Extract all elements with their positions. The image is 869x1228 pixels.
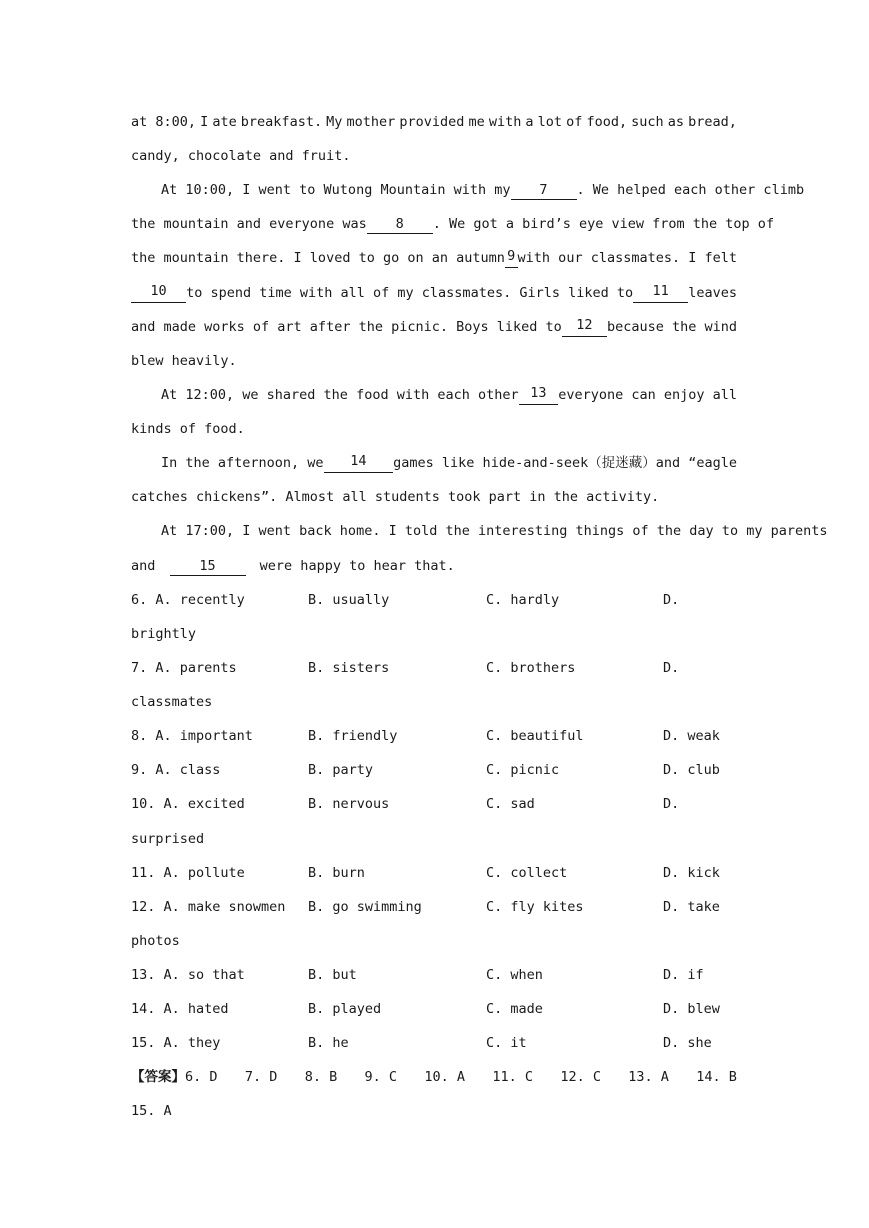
blank-15[interactable]: 15 [170, 558, 246, 576]
option-a[interactable]: 14. A. hated [131, 1001, 229, 1017]
option-d[interactable]: D. [663, 592, 680, 608]
passage-line: catches chickens”. Almost all students took part in the activity. [131, 489, 660, 505]
option-d[interactable]: D. [663, 660, 680, 676]
option-c[interactable]: C. when [486, 967, 543, 983]
passage-line: blew heavily. [131, 353, 237, 369]
option-d[interactable]: D. she [663, 1035, 712, 1051]
option-c[interactable]: C. fly kites [486, 899, 584, 915]
option-b[interactable]: B. nervous [308, 796, 390, 812]
option-a[interactable]: 8. A. important [131, 728, 253, 744]
passage-line: and made works of art after the picnic. Boys liked to 12 because the wind [131, 317, 737, 335]
option-d-wrap: brightly [131, 626, 197, 642]
option-b[interactable]: B. burn [308, 865, 365, 881]
answer-item: 10. A [424, 1069, 466, 1085]
blank-14[interactable]: 14 [324, 453, 394, 473]
passage-line: At 10:00, I went to Wutong Mountain with my 7 . We helped each other climb [161, 182, 805, 198]
option-c[interactable]: C. collect [486, 865, 568, 881]
answer-item: 15. A [131, 1103, 172, 1119]
option-b[interactable]: B. sisters [308, 660, 390, 676]
blank-10[interactable]: 10 [131, 283, 186, 303]
option-d-wrap: surprised [131, 831, 205, 847]
passage-line: at 8:00, I ate breakfast. My mother provided me with a lot of food, such as bread, [131, 114, 737, 130]
option-a[interactable]: 10. A. excited [131, 796, 245, 812]
answer-key [131, 1067, 737, 1087]
blank-12[interactable]: 12 [562, 317, 607, 337]
option-d[interactable]: D. [663, 796, 680, 812]
passage-line: and 15 were happy to hear that. [131, 558, 455, 574]
option-b[interactable]: B. usually [308, 592, 390, 608]
blank-11[interactable]: 11 [633, 283, 688, 303]
answer-item: 12. C [560, 1069, 601, 1085]
answer-item: 6. D [185, 1069, 218, 1085]
option-b[interactable]: B. friendly [308, 728, 398, 744]
option-a[interactable]: 11. A. pollute [131, 865, 245, 881]
option-a[interactable]: 15. A. they [131, 1035, 221, 1051]
option-d[interactable]: D. take [663, 899, 720, 915]
answer-item: 14. B [696, 1069, 737, 1085]
option-d[interactable]: D. blew [663, 1001, 720, 1017]
option-c[interactable]: C. hardly [486, 592, 560, 608]
passage-line: kinds of food. [131, 421, 245, 437]
option-d[interactable]: D. if [663, 967, 704, 983]
option-c[interactable]: C. brothers [486, 660, 576, 676]
option-b[interactable]: B. he [308, 1035, 349, 1051]
answer-item: 11. C [492, 1069, 533, 1085]
option-c[interactable]: C. it [486, 1035, 527, 1051]
passage-line: At 17:00, I went back home. I told the interesting things of the day to my parents [161, 523, 828, 539]
blank-7[interactable]: 7 [511, 182, 577, 200]
option-d[interactable]: D. weak [663, 728, 720, 744]
option-b[interactable]: B. party [308, 762, 374, 778]
answer-label: 【答案】 [131, 1069, 185, 1085]
option-b[interactable]: B. go swimming [308, 899, 422, 915]
option-d-wrap: photos [131, 933, 180, 949]
blank-9[interactable]: 9 [505, 248, 518, 268]
option-a[interactable]: 7. A. parents [131, 660, 237, 676]
answer-item: 7. D [244, 1069, 278, 1085]
passage-line: In the afternoon, we 14 games like hide-and-seek（捉迷藏）and “eagle [161, 453, 737, 471]
option-a[interactable]: 6. A. recently [131, 592, 245, 608]
option-b[interactable]: B. but [308, 967, 357, 983]
option-d[interactable]: D. club [663, 762, 720, 778]
option-b[interactable]: B. played [308, 1001, 382, 1017]
blank-8[interactable]: 8 [367, 216, 433, 234]
option-d[interactable]: D. kick [663, 865, 720, 881]
option-a[interactable]: 9. A. class [131, 762, 221, 778]
option-c[interactable]: C. picnic [486, 762, 560, 778]
option-d-wrap: classmates [131, 694, 213, 710]
option-c[interactable]: C. beautiful [486, 728, 584, 744]
passage-line: At 12:00, we shared the food with each other 13 everyone can enjoy all [161, 385, 737, 403]
option-c[interactable]: C. sad [486, 796, 535, 812]
blank-13[interactable]: 13 [519, 385, 559, 405]
passage-line: candy, chocolate and fruit. [131, 148, 351, 164]
answer-item: 9. C [364, 1069, 398, 1085]
option-a[interactable]: 13. A. so that [131, 967, 245, 983]
answer-item: 8. B [304, 1069, 338, 1085]
passage-line: 10 to spend time with all of my classmates. Girls liked to 11 leaves [131, 283, 737, 303]
option-c[interactable]: C. made [486, 1001, 543, 1017]
option-a[interactable]: 12. A. make snowmen [131, 899, 286, 915]
passage-line: the mountain there. I loved to go on an autumn 9 with our classmates. I felt [131, 248, 737, 266]
passage-line: the mountain and everyone was 8 . We got a bird’s eye view from the top of [131, 216, 775, 232]
answer-item: 13. A [628, 1069, 669, 1085]
